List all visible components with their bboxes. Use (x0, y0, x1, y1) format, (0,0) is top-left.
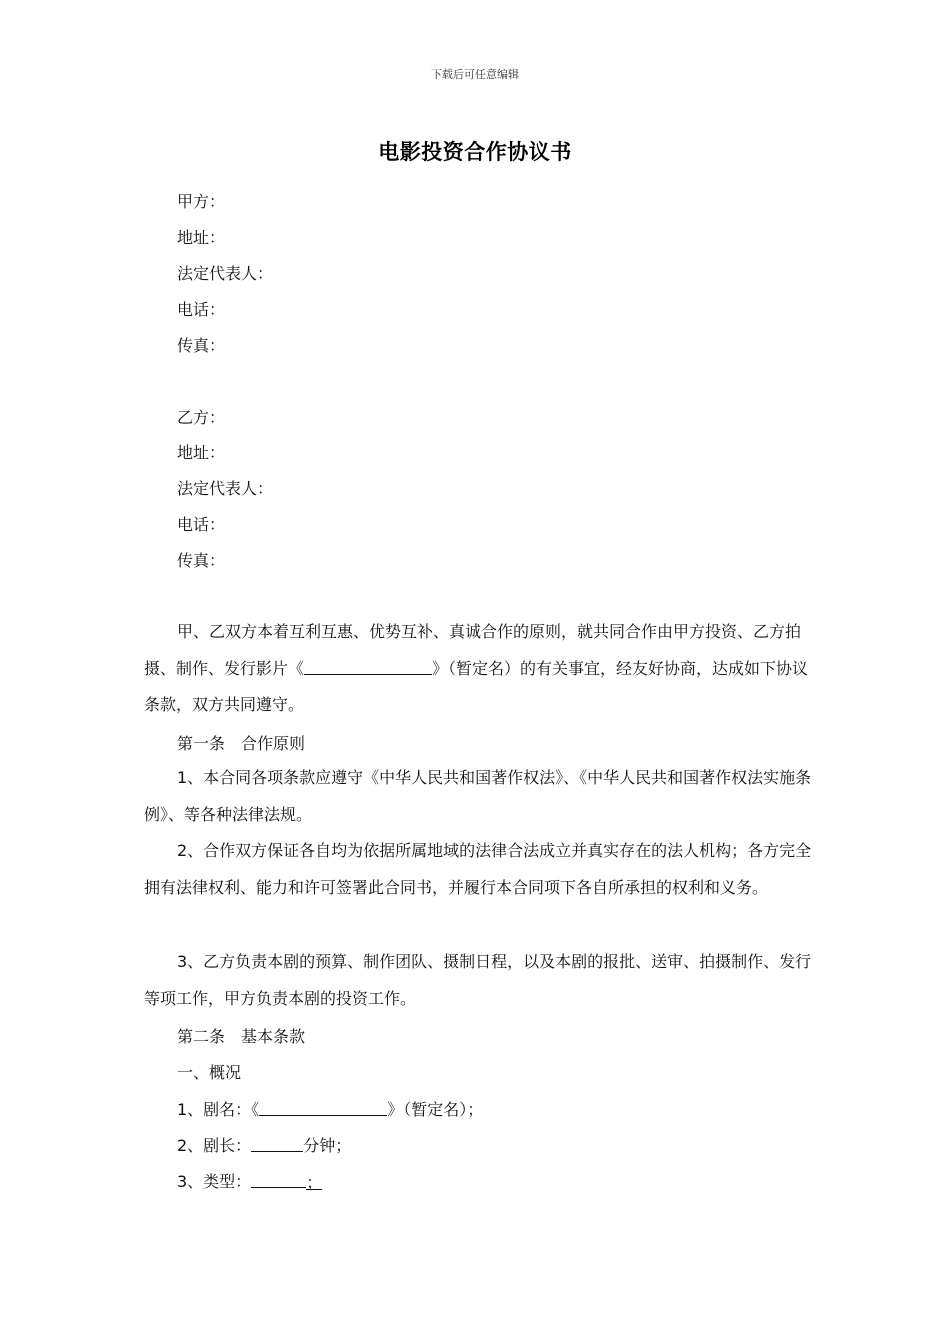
item-length-line (177, 1135, 351, 1156)
item-type-blank (251, 1171, 306, 1188)
intro-text-after: 》（暂定名）的有关事宜，经友好协商，达成如下协议条款，双方共同遵守。 (144, 658, 809, 714)
party-b-legal-rep-label: 法定代表人： (177, 479, 274, 498)
party-b-name-label: 乙方： (177, 408, 226, 427)
article-1-clause-1: 1、本合同各项条款应遵守《中华人民共和国著作权法》、《中华人民共和国著作权法实施条例》、等各种法律法规。 (144, 768, 812, 824)
item-length-prefix: 2、剧长： (177, 1136, 252, 1155)
item-type-suffix: ； (306, 1173, 323, 1192)
film-title-blank (304, 658, 432, 675)
header-note: 下载后可任意编辑 (431, 68, 519, 81)
document-title: 电影投资合作协议书 (378, 140, 572, 164)
article-1-heading: 第一条 合作原则 (177, 734, 306, 753)
article-2-heading: 第二条 基本条款 (177, 1027, 306, 1046)
section-overview-heading: 一、概况 (177, 1063, 242, 1082)
party-b-address-label: 地址： (177, 443, 226, 462)
party-a-legal-rep-label: 法定代表人： (177, 264, 274, 283)
item-type-line (177, 1171, 322, 1192)
item-title-blank (259, 1099, 387, 1116)
intro-paragraph (144, 614, 816, 724)
party-a-address-label: 地址： (177, 228, 226, 247)
party-a-fax-label: 传真： (177, 336, 226, 355)
item-title-prefix: 1、剧名：《 (177, 1100, 260, 1119)
item-length-suffix: 分钟； (303, 1136, 352, 1155)
party-a-phone-label: 电话： (177, 300, 226, 319)
intro-text-before: 甲、乙双方本着互利互惠、优势互补、真诚合作的原则，就共同合作由甲方投资、乙方拍摄、制作、发行影片《 (144, 622, 802, 678)
item-type-prefix: 3、类型： (177, 1172, 252, 1191)
party-b-phone-label: 电话： (177, 515, 226, 534)
item-title-suffix: 》（暂定名）； (387, 1100, 484, 1119)
party-a-name-label: 甲方： (177, 192, 226, 211)
article-1-clause-3: 3、乙方负责本剧的预算、制作团队、摄制日程，以及本剧的报批、送审、拍摄制作、发行等项工作，甲方负责本剧的投资工作。 (144, 952, 812, 1008)
party-b-fax-label: 传真： (177, 551, 226, 570)
item-length-blank (251, 1135, 303, 1152)
item-title-line (177, 1099, 483, 1120)
article-1-clause-2: 2、合作双方保证各自均为依据所属地域的法律合法成立并真实存在的法人机构；各方完全拥有法律权利、能力和许可签署此合同书，并履行本合同项下各自所承担的权利和义务。 (144, 841, 812, 897)
